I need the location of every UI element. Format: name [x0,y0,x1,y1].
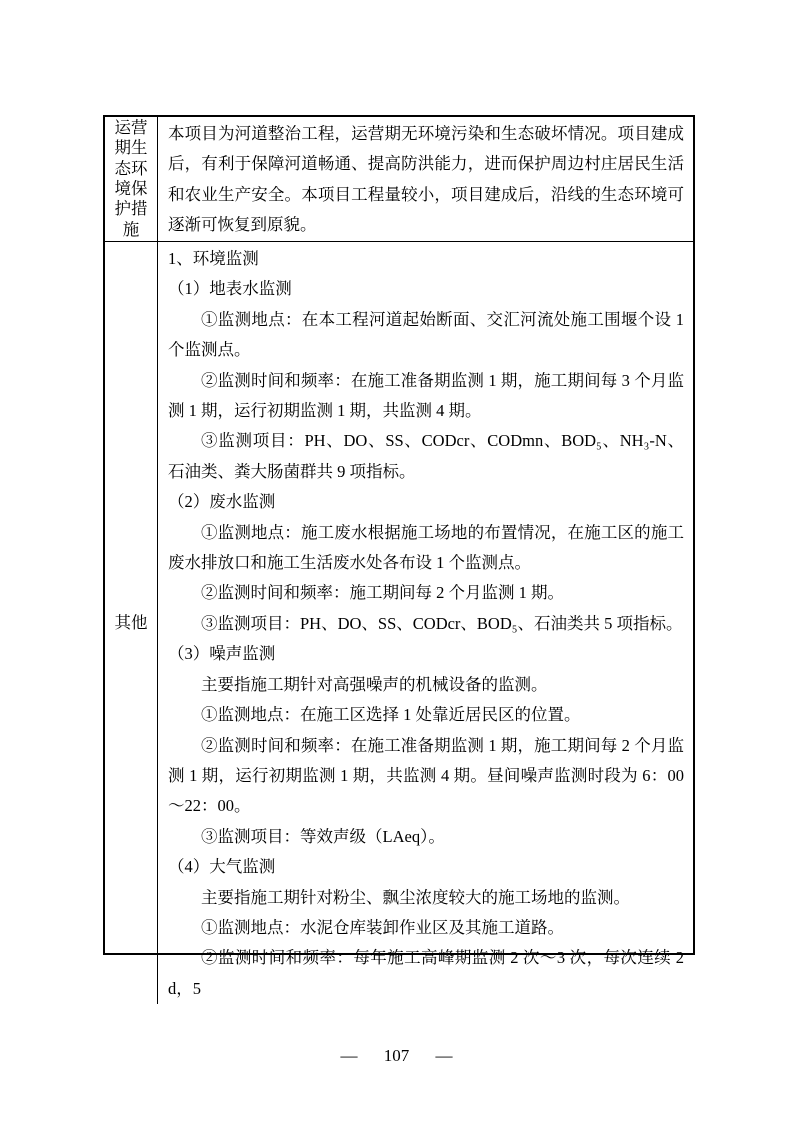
row-header-other-label: 其他 [114,613,148,633]
paragraph: （4）大气监测 [168,857,276,877]
paragraph: ③监测项目：PH、DO、SS、CODcr、CODmn、BOD₅、NH₃-N、石油类、粪大肠菌群共 9 项指标。 [168,431,684,481]
paragraph: ③监测项目：等效声级（LAeq）。 [201,826,445,846]
paragraph: （1）地表水监测 [168,279,292,299]
paragraph: ②监测时间和频率：在施工准备期监测 1 期，施工期间每 2 个月监测 1 期，运行初期监测 1 期，共监测 4 期。昼间噪声监测时段为 6：00～22：00。 [168,735,684,816]
measures-table [103,115,695,998]
paragraph: ①监测地点：水泥仓库装卸作业区及其施工道路。 [201,917,564,937]
page-number: 107 [383,1046,410,1065]
paragraph: 本项目为河道整治工程，运营期无环境污染和生态破坏情况。项目建成后，有利于保障河道畅通、提高防洪能力，进而保护周边村庄居民生活和农业生产安全。本项目工程量较小，项目建成后，沿线的生态环境可逐渐可恢复到原貌。 [168,124,684,235]
paragraph: ③监测项目：PH、DO、SS、CODcr、BOD₅、石油类共 5 项指标。 [201,613,683,633]
paragraph: ①监测地点：施工废水根据施工场地的布置情况，在施工区的施工废水排放口和施工生活废水处各布设 1 个监测点。 [168,522,684,573]
paragraph: ①监测地点：在施工区选择 1 处靠近居民区的位置。 [201,705,581,725]
footer-right-dash: — [435,1046,453,1065]
row-content-cell [158,117,693,241]
row-header-cell [105,117,158,241]
page-footer [0,1044,793,1068]
paragraph: 主要指施工期针对高强噪声的机械设备的监测。 [201,674,548,694]
paragraph: （3）噪声监测 [168,644,276,664]
paragraph: （2）废水监测 [168,492,276,512]
row-header-operation-period-label: 运营期生态环境保护措施 [114,117,148,239]
row-content-cell [158,242,693,1004]
paragraph: ②监测时间和频率：在施工准备期监测 1 期，施工期间每 3 个月监测 1 期，运行初期监测 1 期，共监测 4 期。 [168,370,684,421]
table-row-operation-period [105,117,693,242]
paragraph: 1、环境监测 [168,249,259,268]
paragraph: ①监测地点：在本工程河道起始断面、交汇河流处施工围堰个设 1 个监测点。 [168,309,684,360]
row-header-cell [105,242,158,1004]
table-row-other [105,242,693,1004]
paragraph: 主要指施工期针对粉尘、飘尘浓度较大的施工场地的监测。 [201,887,630,907]
paragraph: ②监测时间和频率：每年施工高峰期监测 2 次～3 次，每次连续 2d，5 [168,948,684,998]
paragraph: ②监测时间和频率：施工期间每 2 个月监测 1 期。 [201,583,564,603]
footer-left-dash: — [340,1046,358,1065]
